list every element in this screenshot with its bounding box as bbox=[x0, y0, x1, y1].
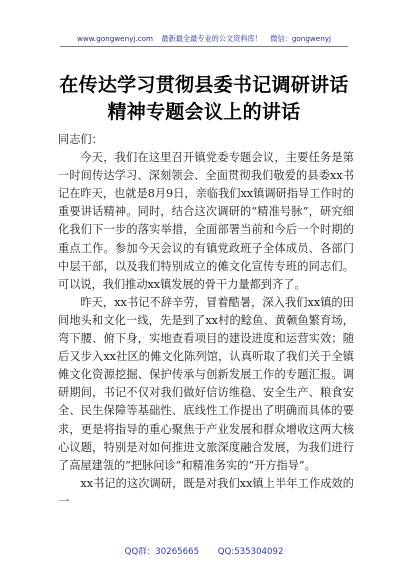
paragraph: 昨天，xx书记不辞辛劳，冒着酷暑，深入我们xx镇的田间地头和文化一线，先是到了xx村的鲶鱼、黄颡鱼繁育场，弯下腰、俯下身，实地查看项目的建设进度和运营实效；随后又步入xx社区的傩文化陈列馆，认真听取了我们关于全镇傩文化资源挖掘、保护传承与创新发展工作的专题汇报。调研期间，书记不仅对我们做好信访维稳、安全生产、粮食安全、民生保障等基础性、底线性工作提出了明确而具体的要求，更是将指导的重心聚焦于产业发展和群众增收这两大核心议题，特别是对如何推进文旅深度融合发展，为我们进行了高屋建瓴的“把脉问诊”和精准务实的“开方指导”。 bbox=[58, 295, 354, 472]
site-url[interactable]: www.gongwenyj.com bbox=[76, 34, 154, 43]
document-body bbox=[58, 131, 354, 511]
site-slogan: 最新最全最专业的公文资料库！ bbox=[161, 34, 262, 43]
header-divider bbox=[60, 46, 348, 47]
qq-number: QQ:535304092 bbox=[217, 547, 284, 557]
greeting: 同志们： bbox=[58, 133, 103, 146]
qq-group: QQ群：30265665 bbox=[124, 547, 200, 557]
paragraph: 今天，我们在这里召开镇党委专题会议，主要任务是第一时间传达学习、深刻领会、全面贯彻我们敬爱的县委xx书记在昨天，也就是8月9日，亲临我们xx镇调研指导工作时的重要讲话精神。同时，结合这次调研的“精准号脉”，研究细化我们下一步的落实举措，全面部署当前和今后一个时期的重点工作。参加今天会议的有镇党政班子全体成员、各部门中层干部，以及我们特别成立的傩文化宣传专班的同志们。可以说，我们推动xx镇发展的骨干力量都到齐了。 bbox=[58, 151, 354, 291]
paragraph: xx书记的这次调研，既是对我们xx镇上半年工作成效的一 bbox=[58, 476, 354, 508]
document-title: 在传达学习贯彻县委书记调研讲话精神专题会议上的讲话 bbox=[59, 74, 349, 123]
site-header bbox=[0, 34, 408, 43]
wechat-id: 微信：gongwenyj bbox=[270, 34, 332, 43]
site-footer bbox=[0, 545, 408, 557]
